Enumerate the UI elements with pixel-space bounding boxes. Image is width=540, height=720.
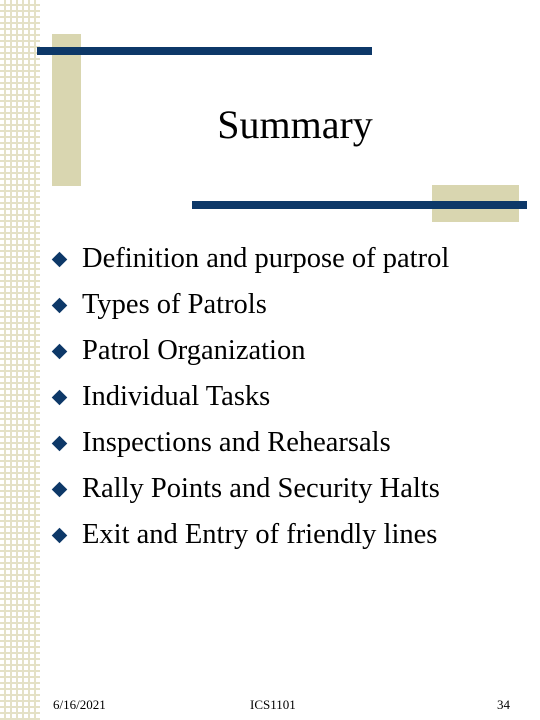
bullet-item <box>50 236 449 282</box>
footer-page-number: 34 <box>497 697 510 712</box>
bullet-item <box>50 512 449 558</box>
bullet-list <box>50 236 449 558</box>
bullet-item <box>50 328 449 374</box>
bullet-item <box>50 374 449 420</box>
diamond-bullet-icon <box>52 389 68 405</box>
diamond-bullet-icon <box>52 343 68 359</box>
bullet-text: Individual Tasks <box>82 381 271 412</box>
footer-course-code: ICS1101 <box>250 697 296 712</box>
diamond-bullet-icon <box>52 481 68 497</box>
bullet-text: Inspections and Rehearsals <box>82 427 391 458</box>
bullet-text: Patrol Organization <box>82 335 306 366</box>
decorative-line-bottom <box>192 201 527 209</box>
footer-date: 6/16/2021 <box>53 697 106 712</box>
diamond-bullet-icon <box>52 527 68 543</box>
bullet-text: Types of Patrols <box>82 289 267 320</box>
decorative-line-top <box>37 47 372 55</box>
diamond-bullet-icon <box>52 435 68 451</box>
diamond-bullet-icon <box>52 297 68 313</box>
bullet-item <box>50 282 449 328</box>
bullet-text: Definition and purpose of patrol <box>82 243 450 274</box>
diamond-bullet-icon <box>52 251 68 267</box>
striped-left-border <box>0 0 40 720</box>
bullet-text: Rally Points and Security Halts <box>82 473 440 504</box>
bullet-item <box>50 466 449 512</box>
bullet-item <box>50 420 449 466</box>
decorative-block-top-left <box>52 34 81 186</box>
bullet-text: Exit and Entry of friendly lines <box>82 519 438 550</box>
slide-title: Summary <box>217 102 373 147</box>
